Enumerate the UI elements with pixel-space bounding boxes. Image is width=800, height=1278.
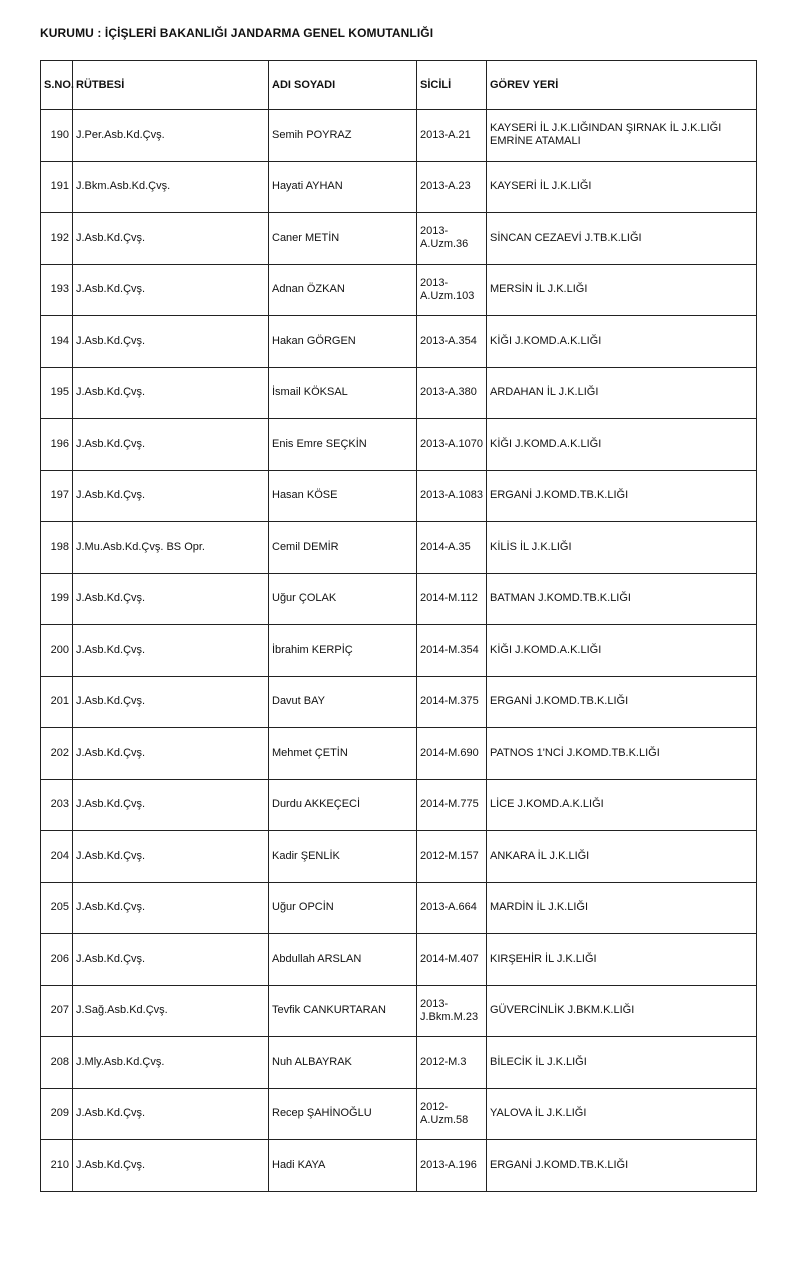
table-row: [41, 676, 757, 728]
cell-name: Davut BAY: [269, 676, 417, 728]
cell-gorev: LİCE J.KOMD.A.K.LIĞI: [487, 779, 757, 831]
cell-rank: J.Mly.Asb.Kd.Çvş.: [73, 1037, 269, 1089]
cell-sno: 204: [41, 831, 73, 883]
cell-sno: 192: [41, 213, 73, 265]
cell-sicil: 2014-M.354: [417, 625, 487, 677]
cell-sno: 205: [41, 882, 73, 934]
cell-rank: J.Asb.Kd.Çvş.: [73, 1140, 269, 1192]
cell-rank: J.Asb.Kd.Çvş.: [73, 831, 269, 883]
personnel-table: [40, 60, 757, 1192]
table-row: [41, 161, 757, 213]
table-row: [41, 316, 757, 368]
cell-gorev: KIRŞEHİR İL J.K.LIĞI: [487, 934, 757, 986]
cell-sno: 201: [41, 676, 73, 728]
table-row: [41, 213, 757, 265]
cell-name: Recep ŞAHİNOĞLU: [269, 1088, 417, 1140]
cell-gorev: KAYSERİ İL J.K.LIĞINDAN ŞIRNAK İL J.K.LIĞI EMRİNE ATAMALI: [487, 110, 757, 162]
cell-sicil: 2012-M.3: [417, 1037, 487, 1089]
cell-name: Durdu AKKEÇECİ: [269, 779, 417, 831]
table-header-row: [41, 61, 757, 110]
table-row: [41, 625, 757, 677]
table-row: [41, 367, 757, 419]
cell-sicil: 2013-A.1070: [417, 419, 487, 471]
cell-rank: J.Asb.Kd.Çvş.: [73, 934, 269, 986]
table-row: [41, 934, 757, 986]
cell-sno: 197: [41, 470, 73, 522]
cell-rank: J.Mu.Asb.Kd.Çvş. BS Opr.: [73, 522, 269, 574]
cell-sno: 194: [41, 316, 73, 368]
cell-rank: J.Asb.Kd.Çvş.: [73, 419, 269, 471]
cell-gorev: KAYSERİ İL J.K.LIĞI: [487, 161, 757, 213]
column-header-sno: S.NO.: [41, 61, 73, 110]
cell-name: Cemil DEMİR: [269, 522, 417, 574]
cell-rank: J.Asb.Kd.Çvş.: [73, 625, 269, 677]
cell-rank: J.Asb.Kd.Çvş.: [73, 1088, 269, 1140]
cell-sno: 203: [41, 779, 73, 831]
cell-sicil: 2013-A.354: [417, 316, 487, 368]
cell-sno: 191: [41, 161, 73, 213]
cell-name: Uğur ÇOLAK: [269, 573, 417, 625]
cell-gorev: KİLİS İL J.K.LIĞI: [487, 522, 757, 574]
cell-rank: J.Asb.Kd.Çvş.: [73, 470, 269, 522]
column-header-rank: RÜTBESİ: [73, 61, 269, 110]
cell-name: Hakan GÖRGEN: [269, 316, 417, 368]
cell-sno: 210: [41, 1140, 73, 1192]
cell-name: Hadi KAYA: [269, 1140, 417, 1192]
cell-sicil: 2013-A.1083: [417, 470, 487, 522]
table-row: [41, 419, 757, 471]
cell-gorev: ERGANİ J.KOMD.TB.K.LIĞI: [487, 1140, 757, 1192]
table-row: [41, 882, 757, 934]
document-header: KURUMU : İÇİŞLERİ BAKANLIĞI JANDARMA GENEL KOMUTANLIĞI: [40, 26, 434, 40]
cell-name: Nuh ALBAYRAK: [269, 1037, 417, 1089]
cell-gorev: KİĞI J.KOMD.A.K.LIĞI: [487, 419, 757, 471]
table-row: [41, 1037, 757, 1089]
cell-sno: 196: [41, 419, 73, 471]
cell-rank: J.Asb.Kd.Çvş.: [73, 728, 269, 780]
cell-sno: 200: [41, 625, 73, 677]
column-header-sicil: SİCİLİ: [417, 61, 487, 110]
cell-name: Hasan KÖSE: [269, 470, 417, 522]
cell-rank: J.Asb.Kd.Çvş.: [73, 213, 269, 265]
cell-sno: 199: [41, 573, 73, 625]
cell-sicil: 2013-A.664: [417, 882, 487, 934]
cell-gorev: SİNCAN CEZAEVİ J.TB.K.LIĞI: [487, 213, 757, 265]
cell-name: Hayati AYHAN: [269, 161, 417, 213]
cell-name: İbrahim KERPİÇ: [269, 625, 417, 677]
table-row: [41, 728, 757, 780]
cell-sno: 198: [41, 522, 73, 574]
cell-sicil: 2013-A.23: [417, 161, 487, 213]
cell-sicil: 2014-M.407: [417, 934, 487, 986]
cell-sicil: 2013-A.380: [417, 367, 487, 419]
cell-name: Caner METİN: [269, 213, 417, 265]
cell-gorev: PATNOS 1'NCİ J.KOMD.TB.K.LIĞI: [487, 728, 757, 780]
cell-rank: J.Sağ.Asb.Kd.Çvş.: [73, 985, 269, 1037]
cell-sicil: 2013-A.Uzm.103: [417, 264, 487, 316]
cell-sicil: 2012-A.Uzm.58: [417, 1088, 487, 1140]
column-header-gorev: GÖREV YERİ: [487, 61, 757, 110]
cell-name: Semih POYRAZ: [269, 110, 417, 162]
cell-sno: 208: [41, 1037, 73, 1089]
cell-sicil: 2014-M.375: [417, 676, 487, 728]
cell-rank: J.Asb.Kd.Çvş.: [73, 264, 269, 316]
cell-name: Mehmet ÇETİN: [269, 728, 417, 780]
cell-name: Tevfik CANKURTARAN: [269, 985, 417, 1037]
cell-sno: 209: [41, 1088, 73, 1140]
cell-gorev: ARDAHAN İL J.K.LIĞI: [487, 367, 757, 419]
table-row: [41, 831, 757, 883]
column-header-name: ADI SOYADI: [269, 61, 417, 110]
table-row: [41, 264, 757, 316]
cell-sno: 202: [41, 728, 73, 780]
table-row: [41, 573, 757, 625]
cell-name: Adnan ÖZKAN: [269, 264, 417, 316]
cell-rank: J.Asb.Kd.Çvş.: [73, 367, 269, 419]
cell-gorev: GÜVERCİNLİK J.BKM.K.LIĞI: [487, 985, 757, 1037]
cell-gorev: MERSİN İL J.K.LIĞI: [487, 264, 757, 316]
cell-sicil: 2013-J.Bkm.M.23: [417, 985, 487, 1037]
cell-rank: J.Bkm.Asb.Kd.Çvş.: [73, 161, 269, 213]
table-row: [41, 110, 757, 162]
cell-sicil: 2014-M.690: [417, 728, 487, 780]
cell-sicil: 2012-M.157: [417, 831, 487, 883]
cell-sno: 193: [41, 264, 73, 316]
cell-sno: 195: [41, 367, 73, 419]
cell-name: Kadir ŞENLİK: [269, 831, 417, 883]
cell-sicil: 2014-A.35: [417, 522, 487, 574]
cell-sicil: 2013-A.21: [417, 110, 487, 162]
cell-gorev: KİĞI J.KOMD.A.K.LIĞI: [487, 625, 757, 677]
cell-gorev: ANKARA İL J.K.LIĞI: [487, 831, 757, 883]
cell-gorev: YALOVA İL J.K.LIĞI: [487, 1088, 757, 1140]
cell-name: İsmail KÖKSAL: [269, 367, 417, 419]
cell-rank: J.Asb.Kd.Çvş.: [73, 882, 269, 934]
cell-sno: 207: [41, 985, 73, 1037]
cell-name: Uğur OPCİN: [269, 882, 417, 934]
cell-rank: J.Asb.Kd.Çvş.: [73, 676, 269, 728]
cell-name: Enis Emre SEÇKİN: [269, 419, 417, 471]
cell-rank: J.Per.Asb.Kd.Çvş.: [73, 110, 269, 162]
cell-sicil: 2014-M.112: [417, 573, 487, 625]
cell-gorev: MARDİN İL J.K.LIĞI: [487, 882, 757, 934]
table-row: [41, 1088, 757, 1140]
table-row: [41, 470, 757, 522]
cell-rank: J.Asb.Kd.Çvş.: [73, 573, 269, 625]
cell-sicil: 2013-A.196: [417, 1140, 487, 1192]
cell-name: Abdullah ARSLAN: [269, 934, 417, 986]
cell-gorev: BATMAN J.KOMD.TB.K.LIĞI: [487, 573, 757, 625]
cell-sicil: 2014-M.775: [417, 779, 487, 831]
cell-rank: J.Asb.Kd.Çvş.: [73, 316, 269, 368]
cell-sno: 206: [41, 934, 73, 986]
cell-gorev: ERGANİ J.KOMD.TB.K.LIĞI: [487, 676, 757, 728]
cell-gorev: BİLECİK İL J.K.LIĞI: [487, 1037, 757, 1089]
cell-gorev: KİĞI J.KOMD.A.K.LIĞI: [487, 316, 757, 368]
table-row: [41, 985, 757, 1037]
cell-rank: J.Asb.Kd.Çvş.: [73, 779, 269, 831]
cell-gorev: ERGANİ J.KOMD.TB.K.LIĞI: [487, 470, 757, 522]
table-row: [41, 1140, 757, 1192]
table-row: [41, 779, 757, 831]
table-row: [41, 522, 757, 574]
cell-sno: 190: [41, 110, 73, 162]
cell-sicil: 2013-A.Uzm.36: [417, 213, 487, 265]
